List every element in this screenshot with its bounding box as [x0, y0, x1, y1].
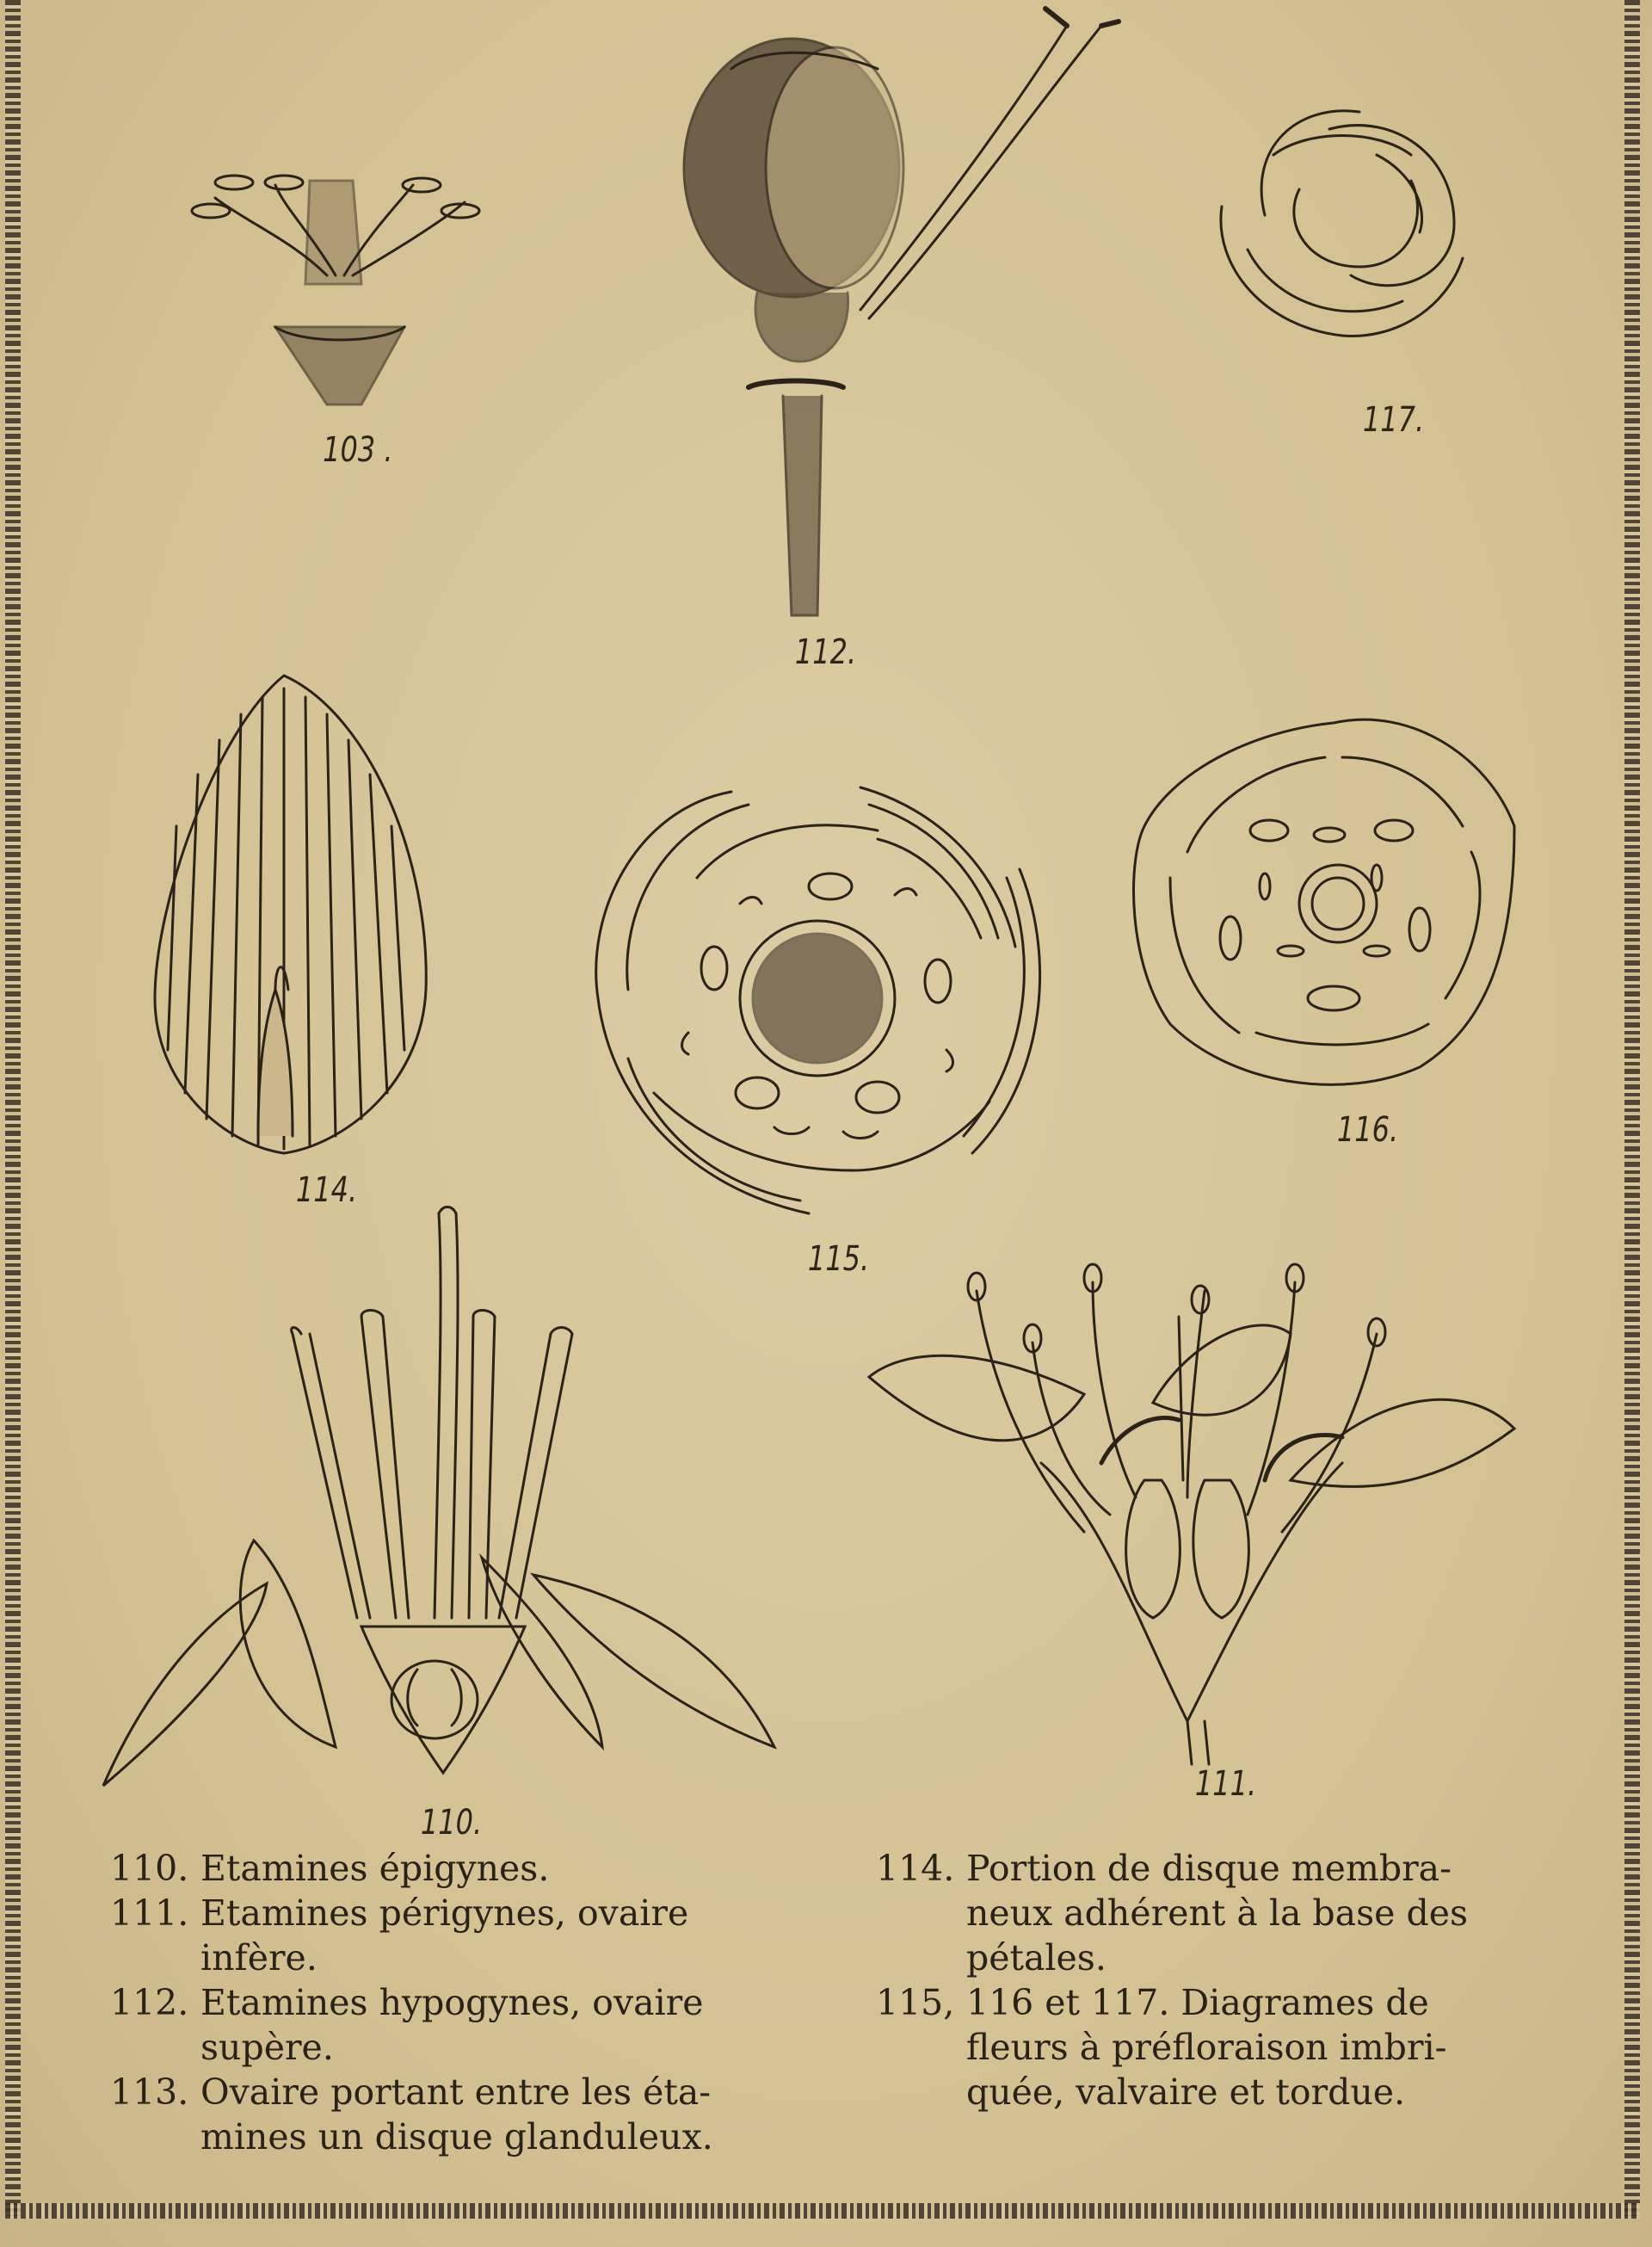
caption-number: 115, — [876, 1982, 955, 2023]
caption-text-continued-2: quée, valvaire et tordue. — [966, 2071, 1406, 2113]
caption-number: 112. — [110, 1982, 189, 2023]
captions-left-column — [110, 1846, 798, 2159]
caption-text: Etamines périgynes, ovaire — [200, 1892, 689, 1934]
caption-114 — [876, 1846, 1564, 1980]
caption-number: 113. — [110, 2071, 189, 2113]
figure-label-111: 111. — [1194, 1764, 1257, 1804]
caption-text-continued: supère. — [200, 2027, 334, 2068]
figure-103-illustration — [192, 176, 479, 404]
caption-110 — [110, 1846, 798, 1891]
figure-112-illustration — [684, 9, 1119, 615]
caption-text: Portion de disque membra- — [966, 1848, 1452, 1889]
figure-label-114: 114. — [295, 1170, 358, 1210]
figure-label-116: 116. — [1336, 1110, 1399, 1150]
caption-text: Etamines épigynes. — [200, 1848, 550, 1889]
figure-117-illustration — [1221, 111, 1463, 336]
caption-text-continued: mines un disque glanduleux. — [200, 2116, 713, 2157]
figure-label-103: 103 . — [323, 430, 393, 470]
caption-text: Etamines hypogynes, ovaire — [200, 1982, 704, 2023]
caption-text: 116 et 117. Diagrames de — [966, 1982, 1429, 2023]
caption-115-116-117 — [876, 1980, 1564, 2114]
captions-right-column — [876, 1846, 1564, 2114]
figure-label-117: 117. — [1362, 400, 1425, 440]
figure-115-illustration — [596, 787, 1040, 1213]
figure-111-illustration — [869, 1264, 1514, 1764]
caption-text: Ovaire portant entre les éta- — [200, 2071, 712, 2113]
figure-label-115: 115. — [807, 1239, 870, 1279]
caption-text-continued: infère. — [200, 1937, 317, 1978]
figure-label-110: 110. — [420, 1803, 483, 1843]
figure-label-112: 112. — [794, 633, 857, 672]
figure-110-illustration — [103, 1207, 774, 1787]
caption-113 — [110, 2070, 798, 2159]
figure-116-illustration — [1134, 719, 1514, 1084]
caption-text-continued: neux adhérent à la base des — [966, 1892, 1469, 1934]
caption-text-continued-2: pétales. — [966, 1937, 1106, 1978]
caption-text-continued: fleurs à préfloraison imbri- — [966, 2027, 1447, 2068]
caption-111 — [110, 1891, 798, 1980]
figure-114-illustration — [155, 676, 426, 1153]
caption-number: 114. — [876, 1848, 955, 1889]
caption-number: 110. — [110, 1848, 189, 1889]
caption-112 — [110, 1980, 798, 2070]
caption-number: 111. — [110, 1892, 189, 1934]
